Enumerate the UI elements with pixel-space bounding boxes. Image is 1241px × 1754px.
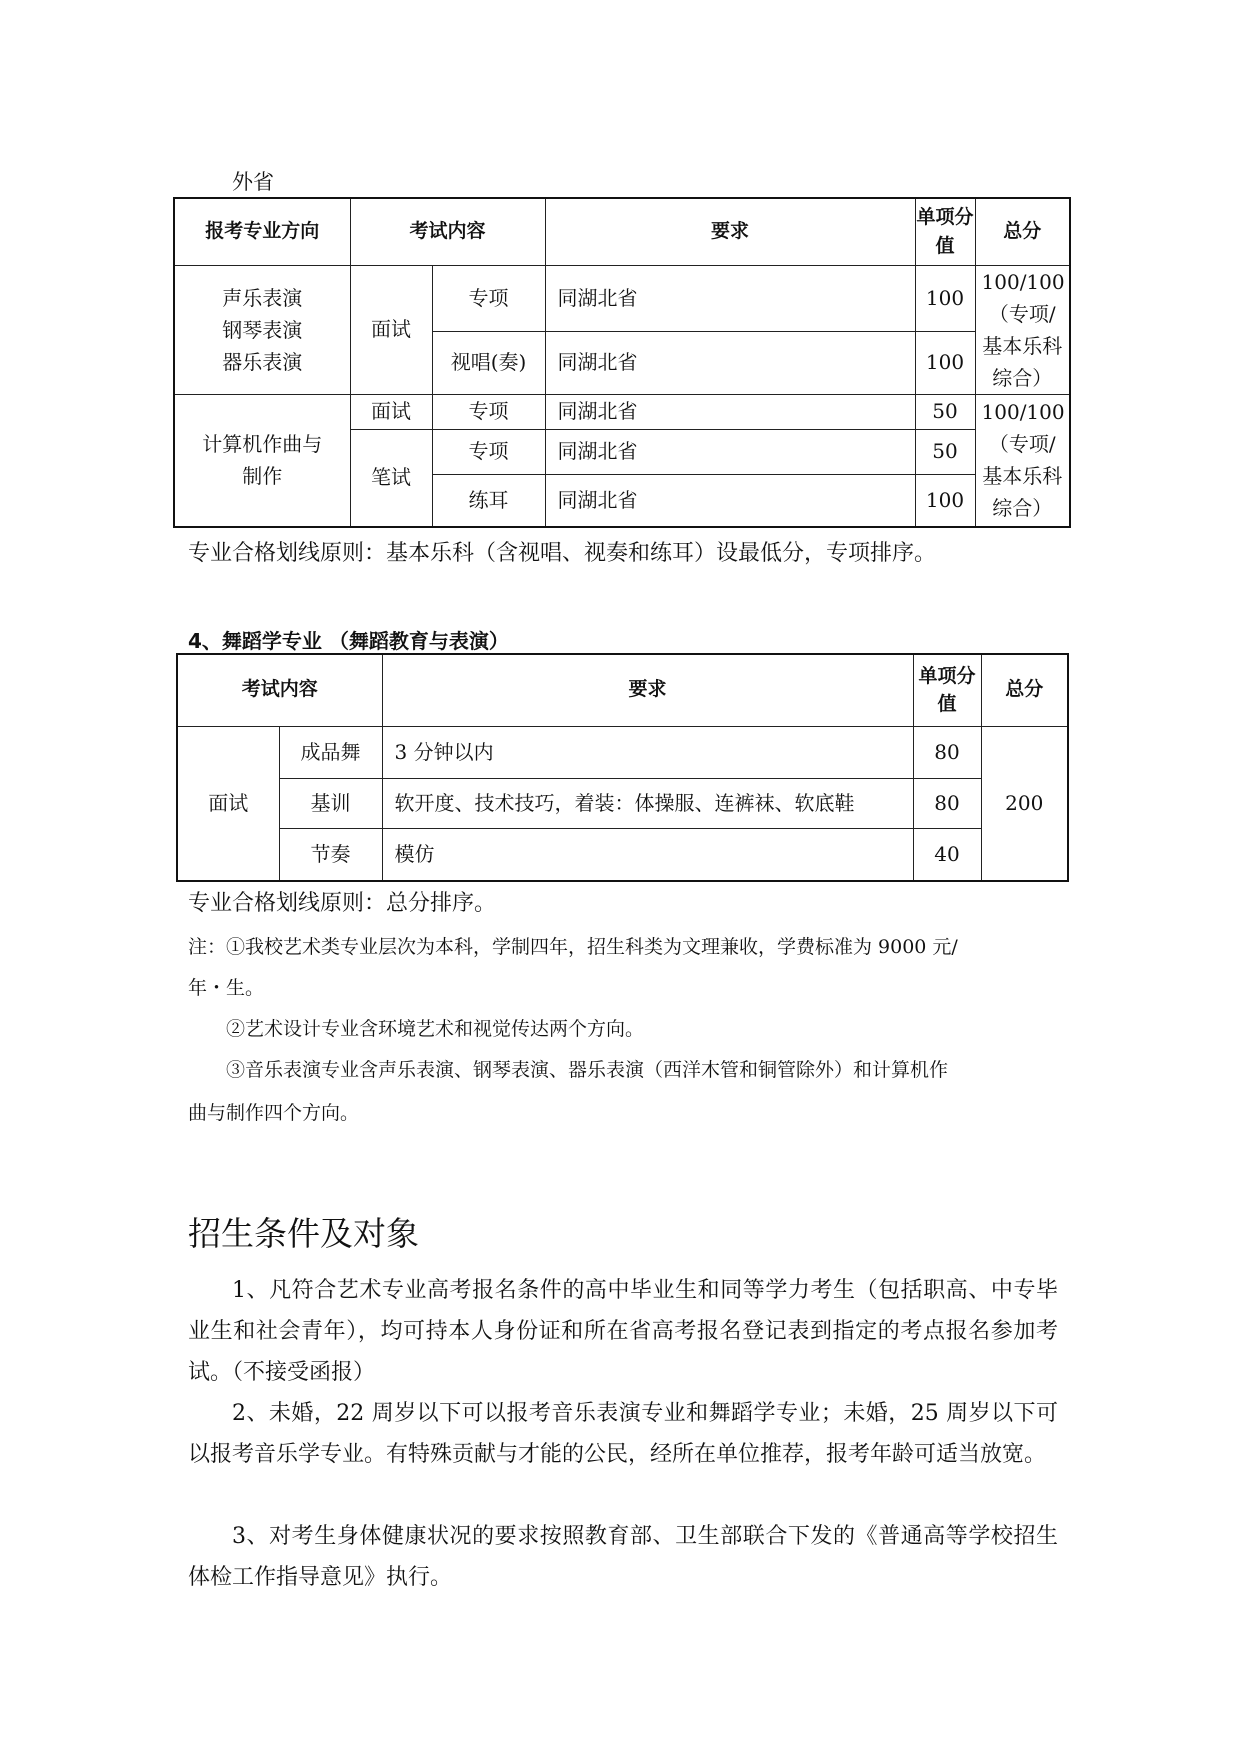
- section-heading: 4、舞蹈学专业 （舞蹈教育与表演）: [188, 629, 509, 653]
- header-total: 总分: [975, 198, 1070, 265]
- header-content: 考试内容: [350, 198, 545, 265]
- paragraph-3: 3、对考生身体健康状况的要求按照教育部、卫生部联合下发的《普通高等学校招生体检工作指导意见》执行。: [188, 1524, 1058, 1590]
- header-item-score: 单项分值: [913, 654, 981, 726]
- exam-item: 节奏: [279, 828, 382, 881]
- dance-exam-table: [176, 653, 1069, 882]
- requirement: 同湖北省: [545, 394, 915, 429]
- exam-type: 面试: [350, 265, 432, 394]
- note-2: ②艺术设计专业含环境艺术和视觉传达两个方向。: [226, 1018, 645, 1040]
- exam-item: 专项: [432, 265, 545, 331]
- note-1: 注：①我校艺术类专业层次为本科，学制四年，招生科类为文理兼收，学费标准为 9000 元/: [188, 936, 958, 958]
- header-item-score: 单项分值: [915, 198, 975, 265]
- item-score: 100: [915, 265, 975, 331]
- section-label: 外省: [232, 170, 274, 194]
- exam-type: 面试: [350, 394, 432, 429]
- requirement: 同湖北省: [545, 265, 915, 331]
- paragraph-2: 2、未婚，22 周岁以下可以报考音乐表演专业和舞蹈学专业；未婚，25 周岁以下可以报考音乐学专业。有特殊贡献与才能的公民，经所在单位推荐，报考年龄可适当放宽。: [188, 1401, 1058, 1467]
- major-cell: [174, 265, 350, 394]
- exam-item: 视唱(奏): [432, 331, 545, 394]
- total-score: 100/100（专项/基本乐科综合）: [975, 265, 1070, 394]
- requirement: 同湖北省: [545, 429, 915, 474]
- requirement: 同湖北省: [545, 331, 915, 394]
- total-score: 100/100（专项/基本乐科综合）: [975, 394, 1070, 527]
- note-3: ③音乐表演专业含声乐表演、钢琴表演、器乐表演（西洋木管和铜管除外）和计算机作: [226, 1059, 949, 1081]
- header-total: 总分: [981, 654, 1068, 726]
- exam-item: 基训: [279, 778, 382, 828]
- header-major: 报考专业方向: [174, 198, 350, 265]
- exam-item: 专项: [432, 429, 545, 474]
- major-name: 钢琴表演: [222, 317, 303, 342]
- item-score: 50: [915, 394, 975, 429]
- item-score: 100: [915, 474, 975, 527]
- requirement: 模仿: [382, 828, 913, 881]
- total-score: 200: [981, 726, 1068, 881]
- header-requirement: 要求: [382, 654, 913, 726]
- exam-item: 练耳: [432, 474, 545, 527]
- requirement: 同湖北省: [545, 474, 915, 527]
- item-score: 100: [915, 331, 975, 394]
- note-3-cont: 曲与制作四个方向。: [188, 1102, 360, 1124]
- header-requirement: 要求: [545, 198, 915, 265]
- paragraph-1: 1、凡符合艺术专业高考报名条件的高中毕业生和同等学力考生（包括职高、中专毕业生和社会青年），均可持本人身份证和所在省高考报名登记表到指定的考点报名参加考试。（不接受函报）: [188, 1278, 1058, 1385]
- major-name: 声乐表演: [222, 285, 303, 310]
- qualification-rule: 专业合格划线原则：总分排序。: [188, 891, 497, 916]
- item-score: 50: [915, 429, 975, 474]
- music-exam-table: [173, 197, 1071, 528]
- major-name: 器乐表演: [222, 349, 303, 374]
- requirement: 3 分钟以内: [382, 726, 913, 778]
- major-name: 计算机作曲与制作: [174, 394, 350, 527]
- requirement: 软开度、技术技巧，着装：体操服、连裤袜、软底鞋: [382, 778, 913, 828]
- note-1-cont: 年・生。: [188, 977, 265, 999]
- page-title: 招生条件及对象: [188, 1214, 419, 1253]
- item-score: 40: [913, 828, 981, 881]
- exam-type: 笔试: [350, 429, 432, 527]
- exam-item: 专项: [432, 394, 545, 429]
- item-score: 80: [913, 778, 981, 828]
- exam-item: 成品舞: [279, 726, 382, 778]
- item-score: 80: [913, 726, 981, 778]
- qualification-rule: 专业合格划线原则：基本乐科（含视唱、视奏和练耳）设最低分，专项排序。: [188, 541, 937, 566]
- exam-type: 面试: [177, 726, 279, 881]
- header-content: 考试内容: [177, 654, 382, 726]
